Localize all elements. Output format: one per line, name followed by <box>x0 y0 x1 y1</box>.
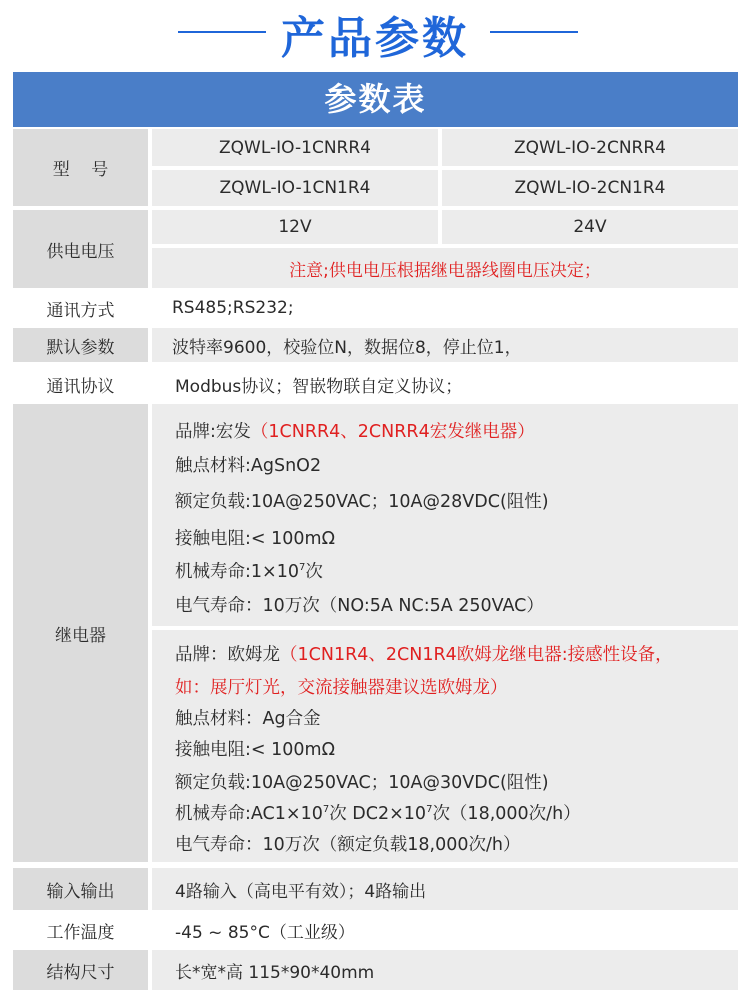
relay2-mech-life-a: 机械寿命:AC1×10 <box>175 804 323 824</box>
power-label: 供电电压 <box>13 210 148 288</box>
relay1-elec-life: 电气寿命：10万次（NO:5A NC:5A 250VAC） <box>175 596 544 616</box>
model-label-text: 型 号 <box>52 160 109 180</box>
protocol-value: Modbus协议；智嵌物联自定义协议； <box>152 364 738 404</box>
relay2-rated-load: 额定负载:10A@250VAC；10A@30VDC(阻性) <box>175 773 549 793</box>
relay2-mech-life-c: 次（18,000次/h） <box>432 804 581 824</box>
relay2-brand-line <box>175 641 673 666</box>
comm-mode-label: 通讯方式 <box>13 290 148 326</box>
io-value: 4路输入（高电平有效）；4路输出 <box>152 868 738 910</box>
relay1-contact-resistance: 接触电阻:< 100mΩ <box>175 529 335 549</box>
relay1-brand-line <box>175 418 535 443</box>
model-value-4: ZQWL-IO-2CN1R4 <box>442 170 738 206</box>
relay2-elec-life: 电气寿命：10万次（额定负载18,000次/h） <box>175 835 521 855</box>
io-label: 输入输出 <box>13 868 148 910</box>
model-value-2: ZQWL-IO-2CNRR4 <box>442 129 738 166</box>
relay2-brand-note-1: （1CN1R4、2CN1R4欧姆龙继电器:接感性设备， <box>280 645 673 665</box>
model-value-3: ZQWL-IO-1CN1R4 <box>152 170 438 206</box>
comm-mode-value: RS485;RS232; <box>152 290 738 326</box>
relay2-contact-resistance: 接触电阻:< 100mΩ <box>175 740 335 760</box>
relay1-brand: 品牌:宏发 <box>175 422 251 442</box>
relay2-brand-note-2: 如：展厅灯光，交流接触器建议选欧姆龙） <box>175 678 508 698</box>
size-value: 长*宽*高 115*90*40mm <box>152 950 738 990</box>
default-params-value: 波特率9600，校验位N，数据位8，停止位1， <box>152 328 738 362</box>
relay1-mech-life-prefix: 机械寿命:1×10 <box>175 562 299 582</box>
size-label: 结构尺寸 <box>13 950 148 990</box>
temp-label: 工作温度 <box>13 912 148 948</box>
relay1-mech-life-exp: 7 <box>298 562 306 574</box>
relay2-mech-life <box>175 800 581 825</box>
page-title: 产品参数 <box>281 13 469 64</box>
power-value-12v: 12V <box>152 210 438 244</box>
power-note: 注意;供电电压根据继电器线圈电压决定； <box>152 248 738 288</box>
title-right-line <box>490 31 578 33</box>
relay2-mech-life-exp-a: 7 <box>322 804 330 816</box>
relay1-brand-note: （1CNRR4、2CNRR4宏发继电器） <box>250 422 535 442</box>
temp-value: -45 ~ 85°C（工业级） <box>152 912 738 948</box>
model-value-1: ZQWL-IO-1CNRR4 <box>152 129 438 166</box>
model-label <box>13 129 148 206</box>
relay2-brand: 品牌：欧姆龙 <box>175 645 280 665</box>
relay2-mech-life-exp-b: 7 <box>426 804 433 816</box>
relay1-mech-life-suffix: 次 <box>305 562 323 582</box>
protocol-label: 通讯协议 <box>13 364 148 404</box>
default-params-label: 默认参数 <box>13 328 148 362</box>
power-value-24v: 24V <box>442 210 738 244</box>
relay-label: 继电器 <box>13 404 148 862</box>
relay1-contact-material: 触点材料:AgSnO2 <box>175 456 322 476</box>
relay2-contact-material: 触点材料：Ag合金 <box>175 709 321 729</box>
relay1-rated-load: 额定负载:10A@250VAC；10A@28VDC(阻性) <box>175 492 549 512</box>
title-area <box>0 0 750 68</box>
table-header: 参数表 <box>13 72 738 127</box>
relay2-mech-life-b: 次 DC2×10 <box>329 804 427 824</box>
relay1-mech-life <box>175 558 323 583</box>
